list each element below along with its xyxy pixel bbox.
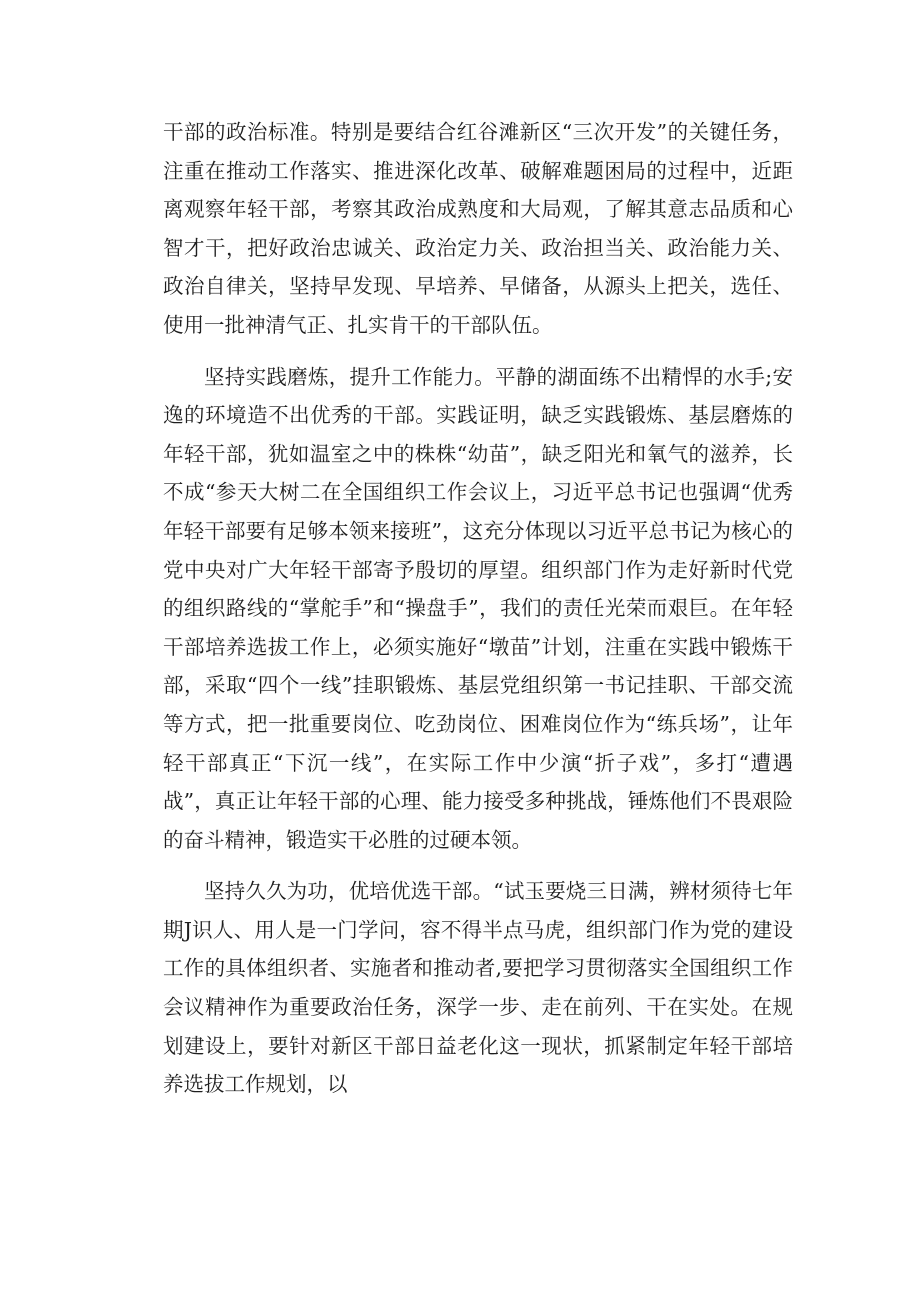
document-body: [163, 113, 793, 1117]
paragraph-continued: 干部的政治标准。特别是要结合红谷滩新区“三次开发”的关键任务，注重在推动工作落实、推进深化改革、破解难题困局的过程中，近距离观察年轻干部，考察其政治成熟度和大局观，了解其意志品质和心智才干，把好政治忠诚关、政治定力关、政治担当关、政治能力关、政治自律关，坚持早发现、早培养、早储备，从源头上把关，选任、使用一批神清气正、扎实肯干的干部队伍。: [163, 120, 793, 337]
paragraph-persistence: 坚持久久为功，优培优选干部。“试玉要烧三日满，辨材须待七年期J识人、用人是一门学问，容不得半点马虎，组织部门作为党的建设工作的具体组织者、实施者和推动者,要把学习贯彻落实全国组织工作会议精神作为重要政治任务，深学一步、走在前列、干在实处。在规划建设上，要针对新区干部日益老化这一现状，抓紧制定年轻干部培养选拔工作规划，以: [163, 879, 793, 1097]
paragraph-practice: 坚持实践磨炼，提升工作能力。平静的湖面练不出精悍的水手;安逸的环境造不出优秀的干部。实践证明，缺乏实践锻炼、基层磨炼的年轻干部，犹如温室之中的株株“幼苗”，缺乏阳光和氧气的滋养，长不成“参天大树二在全国组织工作会议上，习近平总书记也强调“优秀年轻干部要有足够本领来接班”，这充分体现以习近平总书记为核心的党中央对广大年轻干部寄予殷切的厚望。组织部门作为走好新时代党的组织路线的“掌舵手”和“操盘手”，我们的责任光荣而艰巨。在年轻干部培养选拔工作上，必须实施好“墩苗”计划，注重在实践中锻炼干部，采取“四个一线”挂职锻炼、基层党组织第一书记挂职、干部交流等方式，把一批重要岗位、吃劲岗位、困难岗位作为“练兵场”，让年轻干部真正“下沉一线”，在实际工作中少演“折子戏”，多打“遭遇战”，真正让年轻干部的心理、能力接受多种挑战，锤炼他们不畏艰险的奋斗精神，锻造实干必胜的过硬本领。: [163, 364, 793, 852]
